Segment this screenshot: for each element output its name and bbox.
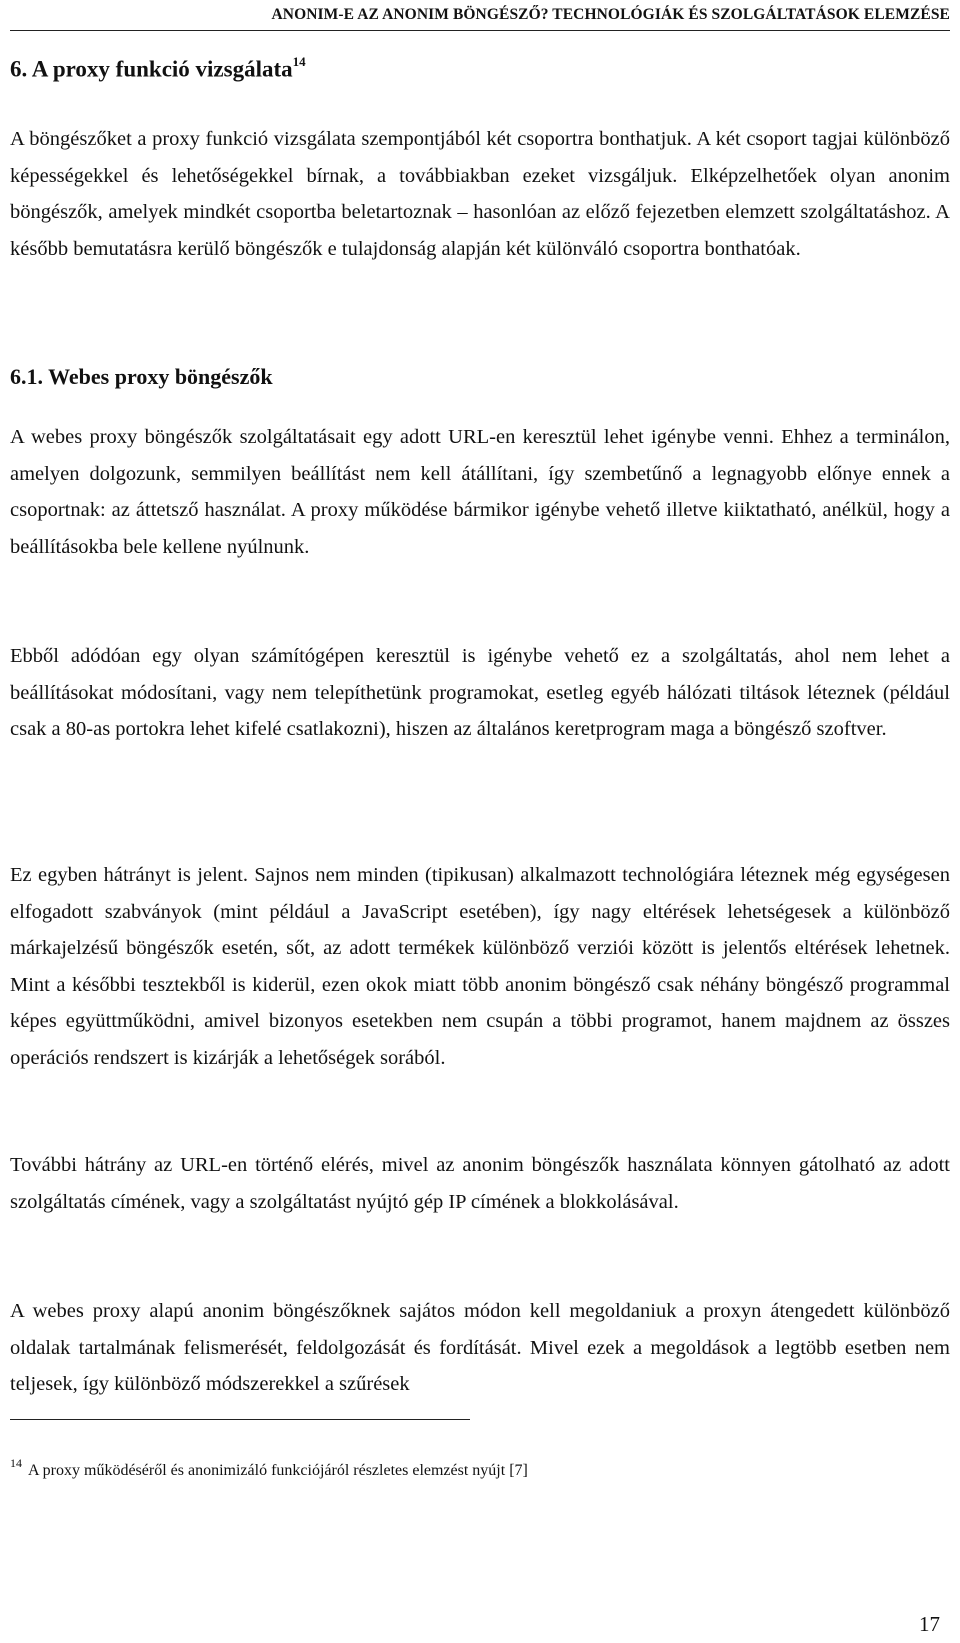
subsection-heading: 6.1. Webes proxy böngészők bbox=[10, 364, 273, 389]
page-number: 17 bbox=[919, 1612, 940, 1636]
header-divider bbox=[10, 30, 950, 31]
footnote-text: A proxy működéséről és anonimizáló funkciójáról részletes elemzést nyújt [7] bbox=[28, 1462, 528, 1479]
footnote bbox=[10, 1456, 528, 1480]
body-paragraph-4: További hátrány az URL-en történő elérés, mivel az anonim böngészők használata könnyen gátolható az adott szolgáltatás címének, vagy a szolgáltatást nyújtó gép IP címének a blokkolásával. bbox=[10, 1154, 950, 1213]
section-heading bbox=[10, 56, 306, 83]
intro-paragraph: A böngészőket a proxy funkció vizsgálata szempontjából két csoportra bonthatjuk. A két csoport tagjai különböző képességekkel és lehetőségekkel bírnak, a továbbiakban ezeket vizsgáljuk. Elképzelhetőek olyan anonim böngészők, amelyek mindkét csoportba beletartoznak – hasonlóan az előző fejezetben elemzett szolgáltatáshoz. A később bemutatásra kerülő böngészők e tulajdonság alapján két különváló csoportra bonthatóak. bbox=[10, 128, 950, 260]
footnote-number: 14 bbox=[10, 1456, 22, 1470]
footnote-reference[interactable]: 14 bbox=[292, 54, 306, 69]
body-paragraph-2: Ebből adódóan egy olyan számítógépen keresztül is igénybe vehető ez a szolgáltatás, ahol nem lehet a beállításokat módosítani, vagy nem telepíthetünk programokat, esetleg egyéb hálózati tiltások léteznek (például csak a 80-as portokra lehet kifelé csatlakozni), hiszen az általános keretprogram maga a böngésző szoftver. bbox=[10, 645, 950, 741]
body-paragraph-5: A webes proxy alapú anonim böngészőknek sajátos módon kell megoldaniuk a proxyn átengedett különböző oldalak tartalmának felismerését, feldolgozását és fordítását. Mivel ezek a megoldások a legtöbb esetben nem teljesek, így különböző módszerekkel a szűrések bbox=[10, 1300, 950, 1396]
running-header: ANONIM-E AZ ANONIM BÖNGÉSZŐ? TECHNOLÓGIÁK ÉS SZOLGÁLTATÁSOK ELEMZÉSE bbox=[271, 6, 950, 23]
section-title: 6. A proxy funkció vizsgálata bbox=[10, 56, 293, 82]
body-paragraph-1: A webes proxy böngészők szolgáltatásait egy adott URL-en keresztül lehet igénybe venni. Ehhez a terminálon, amelyen dolgozunk, semmilyen beállítást nem kell átállítani, így szembetűnő a legnagyobb előnye ennek a csoportnak: az áttetsző használat. A proxy működése bármikor igénybe vehető illetve kiiktatható, anélkül, hogy a beállításokba bele kellene nyúlnunk. bbox=[10, 426, 950, 558]
body-paragraph-3: Ez egyben hátrányt is jelent. Sajnos nem minden (tipikusan) alkalmazott technológiára léteznek még egységesen elfogadott szabványok (mint például a JavaScript esetében), így nagy eltérések lehetségesek a különböző márkajelzésű böngészők esetén, sőt, az adott termékek különböző verziói között is jelentős eltérések lehetnek. Mint a későbbi tesztekből is kiderül, ezen okok miatt több anonim böngésző csak néhány böngésző programmal képes együttműködni, amivel bizonyos esetekben nem csupán a többi programot, hanem majdnem az összes operációs rendszert is kizárják a lehetőségek sorából. bbox=[10, 864, 950, 1069]
footnote-divider bbox=[10, 1419, 470, 1420]
